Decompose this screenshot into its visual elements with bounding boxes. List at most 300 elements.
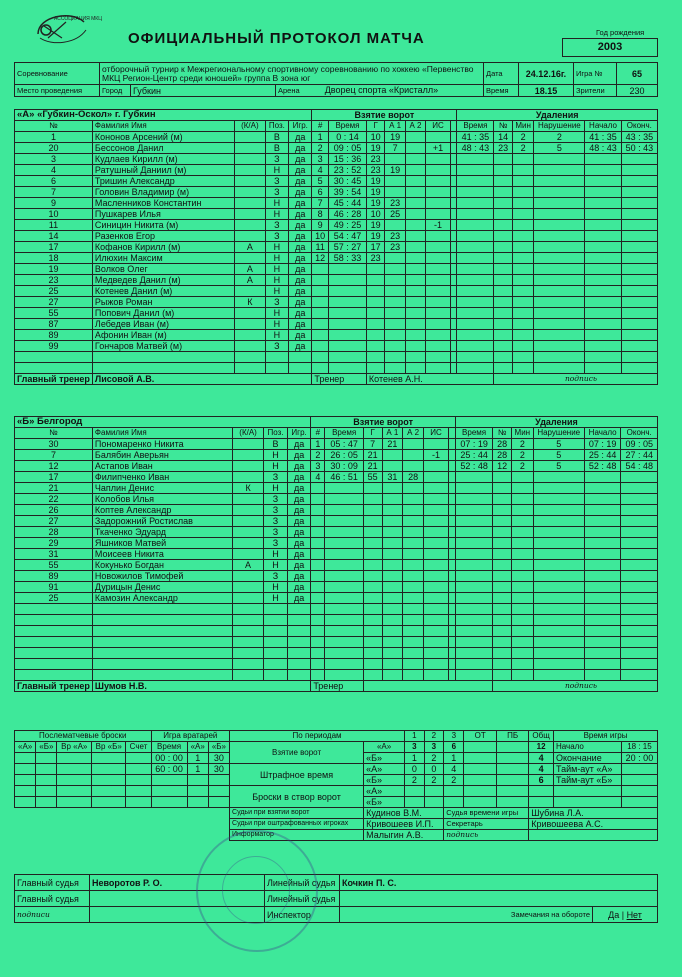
penalty-violation (534, 165, 585, 176)
penalty-end (621, 154, 657, 165)
player-played: да (289, 253, 312, 264)
player-row (15, 198, 658, 209)
goal-assist-1: 31 (382, 472, 403, 483)
goal-assist-2 (403, 626, 424, 637)
player-position: З (264, 472, 288, 483)
spacer (449, 593, 456, 604)
player-number: 29 (15, 538, 93, 549)
goal-number (312, 363, 329, 374)
arena-label: Арена (278, 86, 300, 95)
shootout-cell (15, 764, 36, 775)
goal-strength (423, 571, 448, 582)
player-position: Н (265, 209, 289, 220)
player-played: да (287, 560, 310, 571)
player-role (233, 516, 264, 527)
goal-assist-1 (385, 363, 405, 374)
penalty-minutes: 2 (511, 461, 533, 472)
goal-strength (423, 461, 448, 472)
penalty-col-header: Оконч. (621, 428, 658, 439)
goal-col-header: # (312, 121, 329, 132)
goal-time: 23 : 52 (329, 165, 367, 176)
penalty-player (493, 505, 512, 516)
penalty-minutes (512, 209, 534, 220)
player-played (287, 615, 310, 626)
player-number: 21 (15, 483, 93, 494)
penalty-player (494, 231, 512, 242)
player-number: 26 (15, 505, 93, 516)
goal-number: 1 (311, 439, 325, 450)
goal-col-spacer (450, 121, 457, 132)
goal-assist-1 (382, 516, 403, 527)
spacer (449, 527, 456, 538)
shootout-cell (36, 753, 57, 764)
goal-assist-1 (382, 615, 403, 626)
goal-strength (426, 154, 450, 165)
penalty-time (455, 571, 492, 582)
penalty-start (584, 582, 621, 593)
goal-scorer: 17 (366, 242, 384, 253)
penalty-end (621, 582, 658, 593)
goal-strength (423, 659, 448, 670)
time-label: Время (484, 85, 519, 97)
player-played: да (289, 308, 312, 319)
penalty-time (457, 176, 494, 187)
shootout-cell (15, 786, 36, 797)
coach-label: Тренер (312, 374, 367, 385)
penalty-end: 43 : 35 (621, 132, 657, 143)
spacer (450, 132, 457, 143)
penalty-end (621, 549, 658, 560)
goalie-b: 30 (208, 753, 229, 764)
head-coach-label: Главный тренер (15, 681, 93, 692)
penalty-end (621, 505, 658, 516)
penalty-start (585, 220, 621, 231)
secretary-value: Кривошеева А.С. (529, 819, 658, 830)
goal-assist-2 (405, 198, 425, 209)
penalty-violation (533, 582, 584, 593)
player-position: Н (265, 330, 289, 341)
timeout-b-value (621, 775, 657, 786)
player-played: да (287, 516, 310, 527)
goal-assist-2 (403, 637, 424, 648)
penalty-start: 07 : 19 (584, 439, 621, 450)
player-row (15, 231, 658, 242)
goal-strength (423, 516, 448, 527)
player-name: Коптев Александр (92, 505, 232, 516)
player-position: З (265, 297, 289, 308)
penalty-minutes (511, 659, 533, 670)
period-col-header: 1 (405, 731, 425, 742)
goal-assist-2 (403, 549, 424, 560)
penalty-end (621, 220, 657, 231)
goal-number (311, 549, 325, 560)
player-row (15, 483, 658, 494)
player-role (233, 472, 264, 483)
penalty-start (584, 626, 621, 637)
goal-scorer: 19 (366, 187, 384, 198)
goal-assist-1 (385, 264, 405, 275)
goal-strength (426, 176, 450, 187)
player-position: З (264, 527, 288, 538)
player-position: В (264, 439, 288, 450)
penalty-start (585, 253, 621, 264)
penalty-player (494, 319, 512, 330)
player-row (15, 461, 658, 472)
penalty-player (493, 560, 512, 571)
penalty-player (493, 494, 512, 505)
player-name (92, 604, 232, 615)
penalty-minutes (512, 231, 534, 242)
goalie-a: 1 (187, 764, 208, 775)
signature-label: подпись (494, 374, 658, 385)
goal-time (325, 571, 363, 582)
goal-assist-1 (382, 659, 403, 670)
penalty-minutes (512, 308, 534, 319)
period-value: 4 (444, 764, 464, 775)
player-position: Н (265, 319, 289, 330)
shootout-cell (126, 786, 151, 797)
goal-strength (426, 187, 450, 198)
goal-strength (423, 494, 448, 505)
penalty-judges-label: Судьи при оштрафованных игроках (230, 819, 364, 830)
player-role (235, 341, 265, 352)
goal-assist-2 (405, 176, 425, 187)
player-role (235, 330, 265, 341)
goal-scorer (363, 648, 382, 659)
goal-assist-1 (382, 538, 403, 549)
player-name: Афонин Иван (м) (92, 330, 234, 341)
penalty-end (621, 253, 657, 264)
shootout-cell (15, 753, 36, 764)
goal-time: 54 : 47 (329, 231, 367, 242)
penalty-player (494, 242, 512, 253)
goal-assist-2 (403, 494, 424, 505)
col-name-header: Фамилия Имя (92, 428, 232, 439)
main-ref2-label: Главный судья (15, 891, 90, 907)
period-value: 2 (424, 775, 444, 786)
logo-text: АССОЦИАЦИЯ МКЦ (54, 16, 102, 22)
goal-number (312, 286, 329, 297)
goal-time: 26 : 05 (325, 450, 363, 461)
penalty-time: 48 : 43 (457, 143, 494, 154)
player-position: Н (265, 198, 289, 209)
penalty-start (584, 615, 621, 626)
player-row (15, 319, 658, 330)
player-played: да (289, 319, 312, 330)
goal-assist-2 (403, 483, 424, 494)
penalty-minutes (511, 516, 533, 527)
player-role (235, 220, 265, 231)
penalty-time (457, 187, 494, 198)
goal-time: 46 : 51 (325, 472, 363, 483)
goal-time: 49 : 25 (329, 220, 367, 231)
penalty-time (457, 352, 494, 363)
goals-row-label: Взятие ворот (230, 742, 364, 764)
player-number: 31 (15, 549, 93, 560)
player-name: Масленников Константин (92, 198, 234, 209)
player-row (15, 494, 658, 505)
penalty-start (585, 198, 621, 209)
goal-assist-1 (382, 648, 403, 659)
penalty-player (493, 604, 512, 615)
penalty-start (584, 538, 621, 549)
player-played: да (287, 483, 310, 494)
penalty-player (493, 582, 512, 593)
player-role (233, 461, 264, 472)
penalty-violation (533, 670, 584, 681)
shootout-cell (57, 797, 92, 808)
player-number: 23 (15, 275, 93, 286)
penalty-minutes: 2 (512, 143, 534, 154)
period-value: 1 (405, 753, 425, 764)
shootout-cell (92, 764, 126, 775)
date-value: 24.12.16г. (519, 63, 574, 85)
player-position: Н (265, 253, 289, 264)
penalty-violation (534, 341, 585, 352)
goal-col-header: Время (325, 428, 363, 439)
player-position (264, 626, 288, 637)
player-row (15, 253, 658, 264)
player-number: 17 (15, 472, 93, 483)
goalies-title: Игра вратарей (151, 731, 229, 742)
goal-number (312, 330, 329, 341)
penalty-end (621, 275, 657, 286)
penalty-violation: 5 (533, 439, 584, 450)
goal-number (311, 593, 325, 604)
association-logo (32, 8, 102, 53)
penalty-end (621, 637, 658, 648)
goal-time (329, 319, 367, 330)
team-b-table (14, 416, 658, 692)
spacer (449, 659, 456, 670)
player-row (15, 560, 658, 571)
goal-time: 09 : 05 (329, 143, 367, 154)
penalty-start (585, 319, 621, 330)
goal-strength (423, 549, 448, 560)
start-value: 18 : 15 (621, 742, 657, 753)
penalty-violation (534, 242, 585, 253)
goal-scorer (366, 264, 384, 275)
goal-assist-2: 28 (403, 472, 424, 483)
period-col-header: 3 (444, 731, 464, 742)
player-row (15, 363, 658, 374)
shootout-cell (57, 786, 92, 797)
officials-signature-label: подпись (444, 830, 529, 841)
goal-assist-1 (382, 450, 403, 461)
penalty-player (494, 264, 512, 275)
spacer (450, 275, 457, 286)
shootout-col-header: «Б» (36, 742, 57, 753)
goal-number: 4 (311, 472, 325, 483)
penalty-minutes (512, 341, 534, 352)
player-number (15, 626, 93, 637)
player-played: да (287, 472, 310, 483)
empty-cell (621, 797, 657, 808)
goal-assist-1 (385, 352, 405, 363)
player-row (15, 220, 658, 231)
penalty-time (457, 319, 494, 330)
penalty-minutes (511, 527, 533, 538)
period-value (529, 797, 554, 808)
period-value (496, 775, 528, 786)
period-value (424, 797, 444, 808)
player-position: З (265, 341, 289, 352)
penalty-minutes (511, 604, 533, 615)
shootout-cell (92, 753, 126, 764)
player-played: да (289, 198, 312, 209)
goal-number (311, 615, 325, 626)
penalty-start (584, 549, 621, 560)
penalty-time: 07 : 19 (455, 439, 492, 450)
goal-number: 7 (312, 198, 329, 209)
shootout-cell (92, 775, 126, 786)
goal-scorer: 23 (366, 253, 384, 264)
goalie-time (151, 786, 187, 797)
goal-number: 6 (312, 187, 329, 198)
spacer (449, 516, 456, 527)
period-value (496, 753, 528, 764)
goal-strength (423, 483, 448, 494)
period-value (464, 797, 497, 808)
penalty-violation (534, 286, 585, 297)
goal-time (329, 330, 367, 341)
shootout-cell (57, 775, 92, 786)
goal-time (325, 560, 363, 571)
player-row (15, 286, 658, 297)
player-role (233, 571, 264, 582)
goal-scorer (363, 604, 382, 615)
yes-option: Да (608, 909, 620, 920)
goal-assist-1: 25 (385, 209, 405, 220)
player-role (235, 319, 265, 330)
goal-scorer: 10 (366, 209, 384, 220)
penalty-minutes: 2 (511, 450, 533, 461)
competition-label: Соревнование (15, 63, 100, 85)
spacer (449, 648, 456, 659)
player-number: 25 (15, 593, 93, 604)
player-role (235, 154, 265, 165)
goal-assist-2 (403, 538, 424, 549)
goal-time: 39 : 54 (329, 187, 367, 198)
penalty-player (493, 472, 512, 483)
player-row (15, 637, 658, 648)
goal-assist-2 (403, 461, 424, 472)
goal-assist-2 (405, 286, 425, 297)
penalty-time (455, 670, 492, 681)
penalty-time (455, 648, 492, 659)
goal-scorer (363, 637, 382, 648)
player-position: Н (265, 165, 289, 176)
penalty-time (455, 516, 492, 527)
player-name: Бессонов Данил (92, 143, 234, 154)
player-name: Кудлаев Кирилл (м) (92, 154, 234, 165)
col-ka-header: (К/А) (233, 428, 264, 439)
timekeeper-label: Судья времени игры (444, 808, 529, 819)
player-name (92, 659, 232, 670)
goal-time (329, 341, 367, 352)
penalty-end: 09 : 05 (621, 439, 658, 450)
goal-number: 8 (312, 209, 329, 220)
penalty-minutes (511, 472, 533, 483)
spacer (450, 165, 457, 176)
goal-scorer (363, 615, 382, 626)
player-played: да (287, 571, 310, 582)
goal-time (325, 582, 363, 593)
player-number (15, 670, 93, 681)
penalty-start (584, 560, 621, 571)
player-position: Н (264, 560, 288, 571)
penalty-start (585, 187, 621, 198)
player-position (264, 604, 288, 615)
penalty-violation (533, 549, 584, 560)
player-name (92, 626, 232, 637)
player-number: 10 (15, 209, 93, 220)
head-coach-name: Лисовой А.В. (92, 374, 311, 385)
player-row (15, 308, 658, 319)
spacer (449, 439, 456, 450)
player-role (233, 549, 264, 560)
penalty-end (621, 516, 658, 527)
goal-judges-label: Судьи при взятии ворот (230, 808, 364, 819)
spacer (450, 231, 457, 242)
goal-assist-1 (382, 604, 403, 615)
penalty-violation (533, 494, 584, 505)
goalie-b (208, 797, 229, 808)
penalty-time (455, 549, 492, 560)
penalty-violation (534, 231, 585, 242)
penalty-end (621, 659, 658, 670)
player-number: 14 (15, 231, 93, 242)
penalty-time (457, 253, 494, 264)
penalty-start (585, 308, 621, 319)
penalty-player (493, 648, 512, 659)
coach-name: Котенев А.Н. (366, 374, 493, 385)
penalty-violation (533, 615, 584, 626)
remarks-label: Замечания на обороте (340, 907, 593, 923)
goal-strength (423, 560, 448, 571)
player-number: 7 (15, 450, 93, 461)
goal-number: 12 (312, 253, 329, 264)
player-played (289, 363, 312, 374)
player-position: З (264, 538, 288, 549)
penalty-end (621, 560, 658, 571)
penalty-time (455, 505, 492, 516)
penalty-minutes (512, 319, 534, 330)
penalty-player (493, 527, 512, 538)
goal-number (312, 319, 329, 330)
penalty-end (621, 472, 658, 483)
penalty-player (493, 670, 512, 681)
goal-scorer (366, 297, 384, 308)
shootout-col-header: «А» (15, 742, 36, 753)
goal-col-header: ИС (426, 121, 450, 132)
penalty-start (585, 341, 621, 352)
player-played (287, 670, 310, 681)
team-tag: «Б» (364, 775, 405, 786)
player-row (15, 176, 658, 187)
spacer (449, 505, 456, 516)
penalty-start (584, 516, 621, 527)
col-ka-header: (К/А) (235, 121, 265, 132)
secretary-label: Секретарь (444, 819, 529, 830)
penalty-end (621, 187, 657, 198)
player-position: Н (264, 450, 288, 461)
player-row (15, 352, 658, 363)
team-tag: «Б» (364, 753, 405, 764)
penalty-col-header: Нарушение (534, 121, 585, 132)
col-number-header: № (15, 428, 93, 439)
penalty-end (621, 648, 658, 659)
